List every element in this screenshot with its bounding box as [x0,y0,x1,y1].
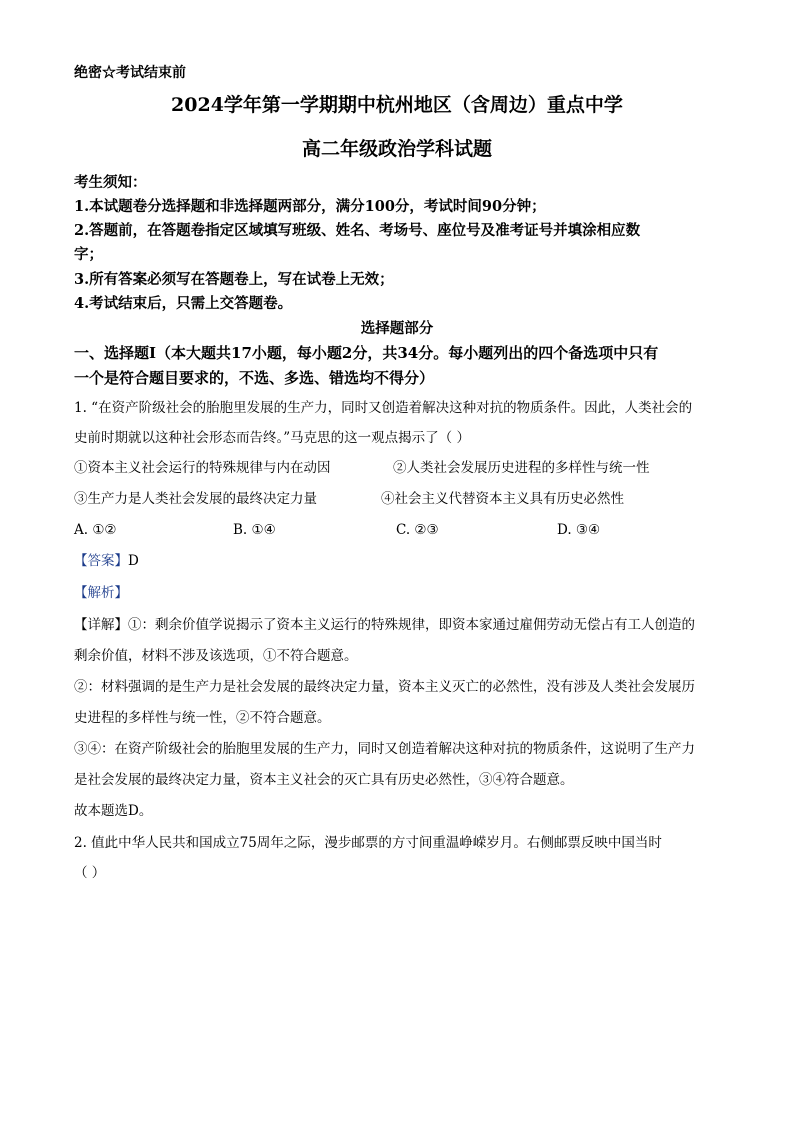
q1-statement-3: ③生产力是人类社会发展的最终决定力量 [74,491,317,507]
notice-item-4: 4.考试结束后，只需上交答题卷。 [74,295,293,312]
section-heading-line2: 一个是符合题目要求的，不选、多选、错选均不得分） [74,369,435,387]
detail-line-2: 剩余价值，材料不涉及该选项，①不符合题意。 [74,648,358,664]
q1-option-a: A. ①② [74,522,117,538]
exam-title-line1: 2024学年第一学期期中杭州地区（含周边）重点中学 [171,94,623,116]
detail-line-3: ②：材料强调的是生产力是社会发展的最终决定力量，资本主义灭亡的必然性，没有涉及人类社会发展历 [74,679,695,695]
detail-line-4: 史进程的多样性与统一性，②不符合题意。 [74,710,331,726]
detail-line-5: ③④：在资产阶级社会的胎胞里发展的生产力，同时又创造着解决这种对抗的物质条件，这说明了生产力 [74,741,695,757]
q1-stem-line1: 1. “在资产阶级社会的胎胞里发展的生产力，同时又创造着解决这种对抗的物质条件。因此，人类社会的 [74,400,693,416]
detail-line-7: 故本题选D。 [74,803,153,819]
notice-item-1: 1.本试题卷分选择题和非选择题两部分，满分100分，考试时间90分钟； [74,198,546,215]
detail-line-1: 【详解】①：剩余价值学说揭示了资本主义运行的特殊规律，即资本家通过雇佣劳动无偿占有工人创造的 [74,617,695,633]
q1-option-b: B. ①④ [233,522,276,538]
notice-item-2: 2.答题前，在答题卷指定区域填写班级、姓名、考场号、座位号及准考证号并填涂相应数 [74,222,641,239]
analysis-tag: 【解析】 [74,585,128,601]
exam-title-line2: 高二年级政治学科试题 [301,138,492,160]
q1-answer [74,555,139,569]
q2-stem-line2: （ ） [74,865,106,881]
section-heading-line1: 一、选择题Ⅰ（本大题共17小题，每小题2分，共34分。每小题列出的四个备选项中只有 [74,344,659,362]
section-label: 选择题部分 [360,320,434,337]
notice-item-2-cont: 字； [74,246,103,263]
answer-value: D [128,553,139,569]
q1-stem-line2: 史前时期就以这种社会形态而告终。”马克思的这一观点揭示了（ ） [74,430,470,446]
q1-option-c: C. ②③ [396,522,439,538]
notice-item-3: 3.所有答案必须写在答题卷上，写在试卷上无效； [74,271,394,288]
detail-line-6: 是社会发展的最终决定力量，资本主义社会的灭亡具有历史必然性，③④符合题意。 [74,772,574,788]
q1-statement-4: ④社会主义代替资本主义具有历史必然性 [381,491,624,507]
q2-stem-line1: 2. 值此中华人民共和国成立75周年之际，漫步邮票的方寸间重温峥嵘岁月。右侧邮票反映中国当时 [74,835,662,851]
q1-option-d: D. ③④ [557,522,601,538]
q1-statement-1: ①资本主义社会运行的特殊规律与内在动因 [74,460,331,476]
confidential-label: 绝密☆考试结束前 [74,65,186,81]
answer-tag: 【答案】 [74,553,128,569]
q1-statement-2: ②人类社会发展历史进程的多样性与统一性 [393,460,650,476]
notice-heading: 考生须知： [74,174,147,191]
